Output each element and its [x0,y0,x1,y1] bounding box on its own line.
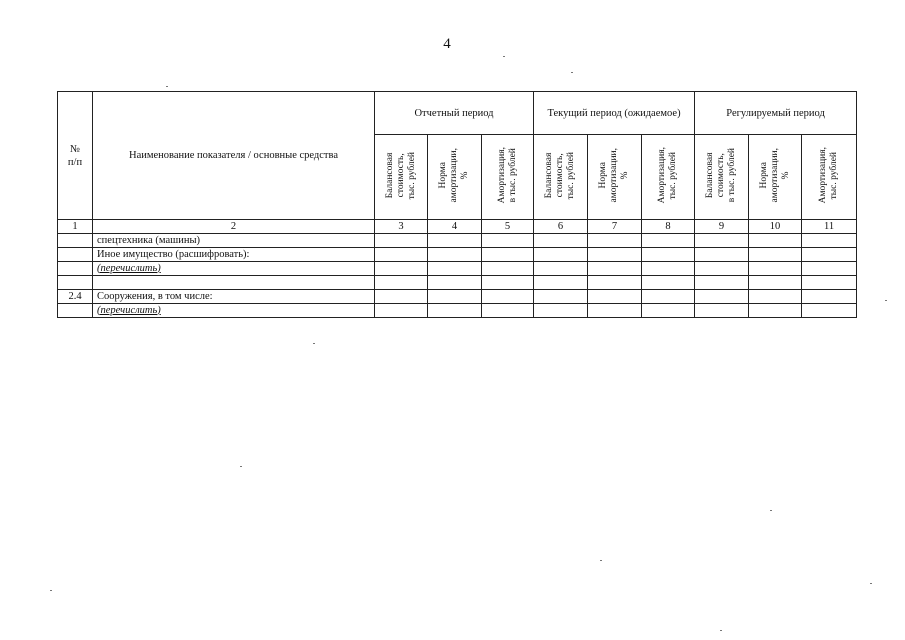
subcol-label: Амортизация, тыс. рублей [818,147,840,204]
table-body [58,234,857,318]
value-cell [534,248,588,262]
value-cell [695,290,749,304]
value-cell [802,290,857,304]
row-name [93,262,375,276]
value-cell [428,234,482,248]
value-cell [428,248,482,262]
scan-speck [571,72,573,73]
value-cell [428,304,482,318]
value-cell [534,262,588,276]
value-cell [695,234,749,248]
period-label: Отчетный период [414,107,494,119]
value-cell [642,304,695,318]
subcol-label: Амортизация, в тыс. рублей [496,147,518,204]
subcol-header [749,135,802,220]
row-name-text: Сооружения, в том числе: [97,290,213,302]
row-name [93,276,375,290]
value-cell [428,290,482,304]
value-cell [802,234,857,248]
value-cell [534,290,588,304]
header-period-reporting [375,92,534,135]
subcol-header [588,135,642,220]
header-num-label: № п/п [67,143,83,168]
row-name-text: (перечислить) [97,304,161,316]
value-cell [802,276,857,290]
table-row [58,262,857,276]
value-cell [642,234,695,248]
column-number: 7 [588,220,642,234]
value-cell [428,262,482,276]
value-cell [482,276,534,290]
header-name-label: Наименование показателя / основные средства [129,150,338,161]
column-number-row [58,220,857,234]
row-number [58,304,93,318]
subcol-label: Балансовая стоимость, в тыс. рублей [705,148,738,203]
value-cell [695,276,749,290]
row-name-text: спецтехника (машины) [97,234,200,246]
scan-speck [770,510,772,511]
table-row [58,276,857,290]
column-number: 9 [695,220,749,234]
column-number: 10 [749,220,802,234]
value-cell [482,290,534,304]
value-cell [588,276,642,290]
page-number: 4 [443,36,451,52]
period-label: Регулируемый период [726,107,825,119]
subcol-header [802,135,857,220]
column-number: 6 [534,220,588,234]
row-name [93,248,375,262]
subcol-label: Норма амортизации, % [438,148,470,203]
value-cell [534,304,588,318]
value-cell [749,248,802,262]
scan-speck [885,300,887,301]
subcol-header [482,135,534,220]
header-name [93,92,375,220]
value-cell [534,276,588,290]
row-name [93,290,375,304]
table-row [58,290,857,304]
header-num [58,92,93,220]
value-cell [482,234,534,248]
table-row [58,304,857,318]
value-cell [375,248,428,262]
value-cell [588,262,642,276]
value-cell [375,262,428,276]
scan-speck [50,590,52,591]
scan-speck [313,343,315,344]
value-cell [375,304,428,318]
value-cell [802,248,857,262]
value-cell [375,276,428,290]
subcol-label: Амортизация, тыс. рублей [657,147,679,204]
header-period-current [534,92,695,135]
subcol-label: Балансовая стоимость, тыс. рублей [384,151,417,200]
value-cell [695,304,749,318]
scan-speck [503,56,505,57]
value-cell [749,304,802,318]
column-number: 3 [375,220,428,234]
scan-speck [240,466,242,467]
value-cell [534,234,588,248]
row-number [58,262,93,276]
subcol-header [534,135,588,220]
value-cell [642,276,695,290]
row-name [93,234,375,248]
subcol-label: Норма амортизации, % [598,148,630,203]
header-period-regulated [695,92,857,135]
period-label: Текущий период (ожидаемое) [547,107,681,119]
subcol-label: Балансовая стоимость, тыс. рублей [544,151,576,200]
row-number [58,248,93,262]
value-cell [375,234,428,248]
depreciation-table [57,91,857,318]
column-number: 5 [482,220,534,234]
value-cell [695,262,749,276]
row-name [93,304,375,318]
value-cell [749,290,802,304]
table-row [58,248,857,262]
value-cell [749,234,802,248]
column-number: 2 [93,220,375,234]
row-number [58,234,93,248]
value-cell [695,248,749,262]
column-number: 8 [642,220,695,234]
value-cell [749,262,802,276]
value-cell [482,262,534,276]
value-cell [588,248,642,262]
row-name-text: Иное имущество (расшифровать): [97,248,250,260]
value-cell [588,290,642,304]
header-row-periods [58,92,857,135]
subcol-header [428,135,482,220]
table-row [58,234,857,248]
value-cell [749,276,802,290]
row-name-text: (перечислить) [97,262,161,274]
value-cell [642,262,695,276]
scan-speck [870,583,872,584]
value-cell [482,248,534,262]
column-number: 11 [802,220,857,234]
row-number: 2.4 [58,290,93,304]
scan-speck [600,560,602,561]
column-number: 4 [428,220,482,234]
scan-speck [166,86,168,87]
subcol-header [642,135,695,220]
subcol-header [695,135,749,220]
value-cell [802,304,857,318]
value-cell [802,262,857,276]
column-number: 1 [58,220,93,234]
value-cell [588,234,642,248]
subcol-header [375,135,428,220]
value-cell [642,248,695,262]
scan-speck [720,630,722,631]
subcol-label: Норма амортизации, % [758,148,791,203]
value-cell [482,304,534,318]
value-cell [375,290,428,304]
value-cell [428,276,482,290]
value-cell [642,290,695,304]
value-cell [588,304,642,318]
row-number [58,276,93,290]
